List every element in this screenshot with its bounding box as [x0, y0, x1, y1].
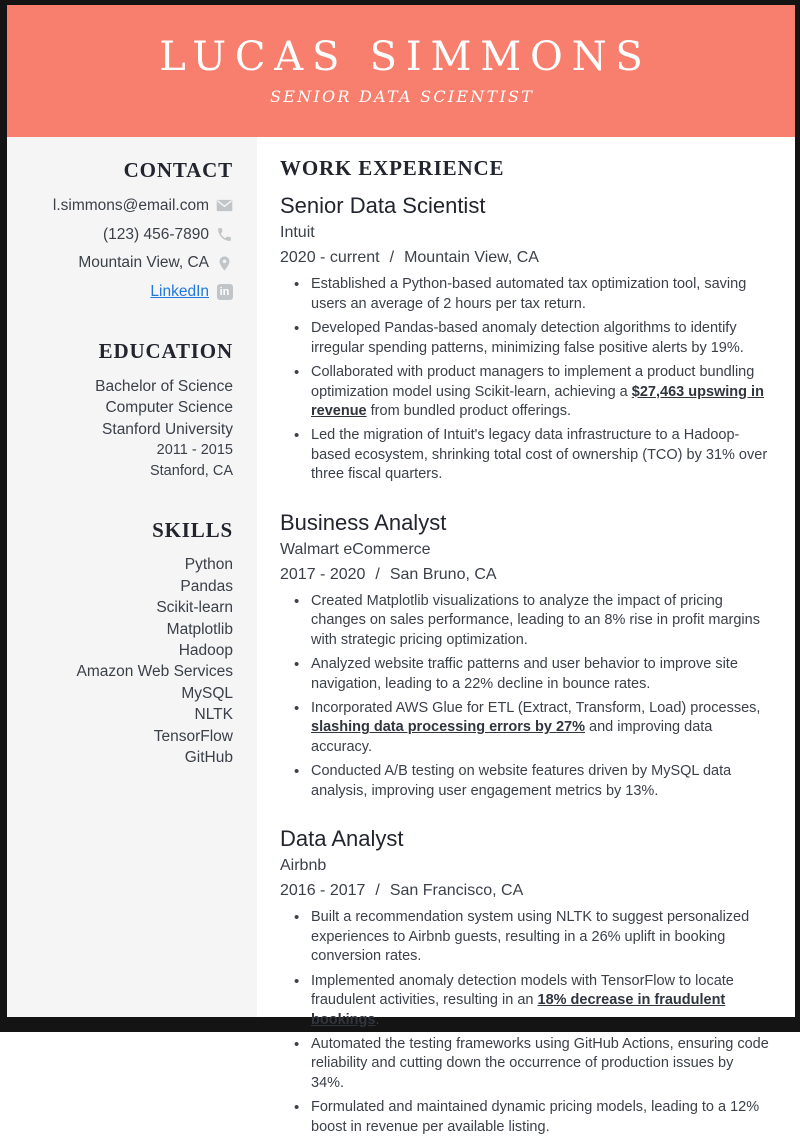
job-title: Data Analyst	[280, 826, 404, 852]
bullet-item	[294, 972, 770, 1030]
job-dates-location	[280, 881, 770, 901]
job-bullets	[280, 908, 770, 1137]
job-dates: 2020 - current	[280, 249, 380, 267]
candidate-title: SENIOR DATA SCIENTIST	[270, 86, 535, 106]
contact-row-phone	[19, 224, 233, 246]
job-company: Walmart eCommerce	[280, 540, 431, 558]
bullet-text: Implemented anomaly detection models with TensorFlow to locate fraudulent activities, resulting in an	[311, 972, 734, 1009]
skill-item: MySQL	[181, 684, 233, 702]
education-location: Stanford, CA	[149, 463, 233, 480]
job-dates-location	[280, 248, 770, 268]
bullet-highlight: 18% decrease in fraudulent bookings	[311, 992, 726, 1028]
contact-section	[19, 159, 233, 303]
job-title: Senior Data Scientist	[280, 193, 486, 219]
bullet-item	[294, 275, 770, 314]
job-entry	[280, 826, 770, 1137]
bullet-item	[294, 319, 770, 358]
meta-separator: /	[375, 882, 380, 900]
bullet-text: Incorporated AWS Glue for ETL (Extract, Transform, Load) processes,	[311, 700, 761, 717]
envelope-icon	[216, 197, 233, 214]
bullet-text: Led the migration of Intuit's legacy data infrastructure to a Hadoop-based ecosystem, shrinking total cost of ownership (TCO) by 31% over three fiscal quarters.	[311, 427, 768, 483]
bullet-item	[294, 655, 770, 694]
bullet-item	[294, 363, 770, 421]
job-location: Mountain View, CA	[404, 249, 539, 267]
job-location: San Bruno, CA	[389, 565, 497, 583]
contact-row-email	[19, 195, 233, 217]
bullet-text: .	[375, 1011, 380, 1028]
job-bullets	[280, 275, 770, 484]
bullet-text: Analyzed website traffic patterns and user behavior to improve site navigation, leading to a 22% decline in bounce rates.	[311, 656, 738, 692]
education-heading: EDUCATION	[98, 338, 233, 363]
job-company: Intuit	[280, 224, 315, 242]
bullet-item	[294, 1035, 770, 1093]
bullet-text: and improving data accuracy.	[311, 719, 713, 755]
education-school: Stanford University	[102, 420, 233, 438]
bullet-text: Created Matplotlib visualizations to analyze the impact of pricing changes on sales performance, leading to an 8% rise in profit margins with strategic pricing optimization.	[311, 592, 760, 648]
work-experience-section	[257, 137, 795, 1135]
skill-item: TensorFlow	[153, 727, 233, 745]
skills-heading: SKILLS	[152, 518, 233, 543]
job-dates-location	[280, 565, 770, 585]
bullet-item	[294, 592, 770, 650]
bullet-text: Established a Python-based automated tax optimization tool, saving users an average of 2 hours per tax return.	[311, 276, 747, 312]
skill-item: Pandas	[180, 577, 233, 595]
bullet-text: Automated the testing frameworks using GitHub Actions, ensuring code reliability and cutting down the occurrence of production issues by 34%.	[311, 1035, 769, 1091]
meta-separator: /	[375, 565, 380, 583]
job-company: Airbnb	[280, 857, 327, 875]
bullet-highlight: $27,463 upswing in revenue	[311, 383, 764, 419]
bullet-highlight: slashing data processing errors by 27%	[311, 719, 585, 736]
bullet-text: Built a recommendation system using NLTK to suggest personalized experiences to Airbnb guests, resulting in a 26% uplift in booking conversion rates.	[311, 909, 750, 965]
contact-phone: (123) 456-7890	[103, 225, 209, 243]
bullet-text: Developed Pandas-based anomaly detection algorithms to identify irregular spending patterns, minimizing false positive alerts by 19%.	[311, 320, 744, 356]
contact-email: l.simmons@email.com	[52, 197, 209, 215]
skill-item: Python	[184, 556, 233, 574]
job-bullets	[280, 592, 770, 801]
location-pin-icon	[216, 255, 233, 272]
education-field: Computer Science	[105, 399, 233, 417]
contact-location: Mountain View, CA	[78, 254, 209, 272]
skill-item: GitHub	[184, 749, 233, 767]
job-dates: 2017 - 2020	[280, 565, 366, 583]
bullet-text: Conducted A/B testing on website features driven by MySQL data analysis, improving user engagement metrics by 13%.	[311, 763, 732, 799]
skill-item: NLTK	[194, 706, 233, 724]
bullet-item	[294, 1098, 770, 1137]
linkedin-icon: in	[216, 284, 233, 301]
bullet-text: Formulated and maintained dynamic pricing models, leading to a 12% boost in revenue per available listing.	[311, 1099, 760, 1135]
resume-header	[7, 5, 795, 137]
contact-row-linkedin	[19, 281, 233, 303]
sidebar	[7, 137, 257, 1017]
skill-item: Scikit-learn	[156, 599, 233, 617]
bullet-text: from bundled product offerings.	[366, 402, 572, 419]
skills-list	[19, 555, 233, 769]
contact-row-location	[19, 252, 233, 274]
skill-item: Matplotlib	[166, 620, 233, 638]
jobs-list	[280, 193, 770, 1137]
bullet-item	[294, 908, 770, 966]
skill-item: Hadoop	[178, 642, 233, 659]
bullet-item	[294, 699, 770, 757]
work-experience-heading: WORK EXPERIENCE	[280, 156, 505, 180]
candidate-name: LUCAS SIMMONS	[159, 33, 652, 80]
bullet-item	[294, 426, 770, 484]
job-entry	[280, 510, 770, 802]
job-entry	[280, 193, 770, 485]
education-dates: 2011 - 2015	[156, 442, 233, 459]
job-dates: 2016 - 2017	[280, 882, 366, 900]
job-location: San Francisco, CA	[389, 882, 524, 900]
skill-item: Amazon Web Services	[76, 663, 233, 681]
skills-section	[19, 519, 233, 769]
bullet-text: Collaborated with product managers to implement a product bundling optimization model using Scikit-learn, achieving a	[311, 364, 755, 400]
linkedin-link[interactable]: LinkedIn	[150, 283, 209, 301]
meta-separator: /	[389, 249, 395, 267]
job-title: Business Analyst	[280, 509, 447, 535]
bullet-item	[294, 762, 770, 801]
phone-icon	[216, 226, 233, 243]
education-section	[19, 340, 233, 482]
resume-body	[7, 137, 795, 1135]
education-degree: Bachelor of Science	[95, 377, 233, 395]
contact-heading: CONTACT	[123, 158, 233, 182]
